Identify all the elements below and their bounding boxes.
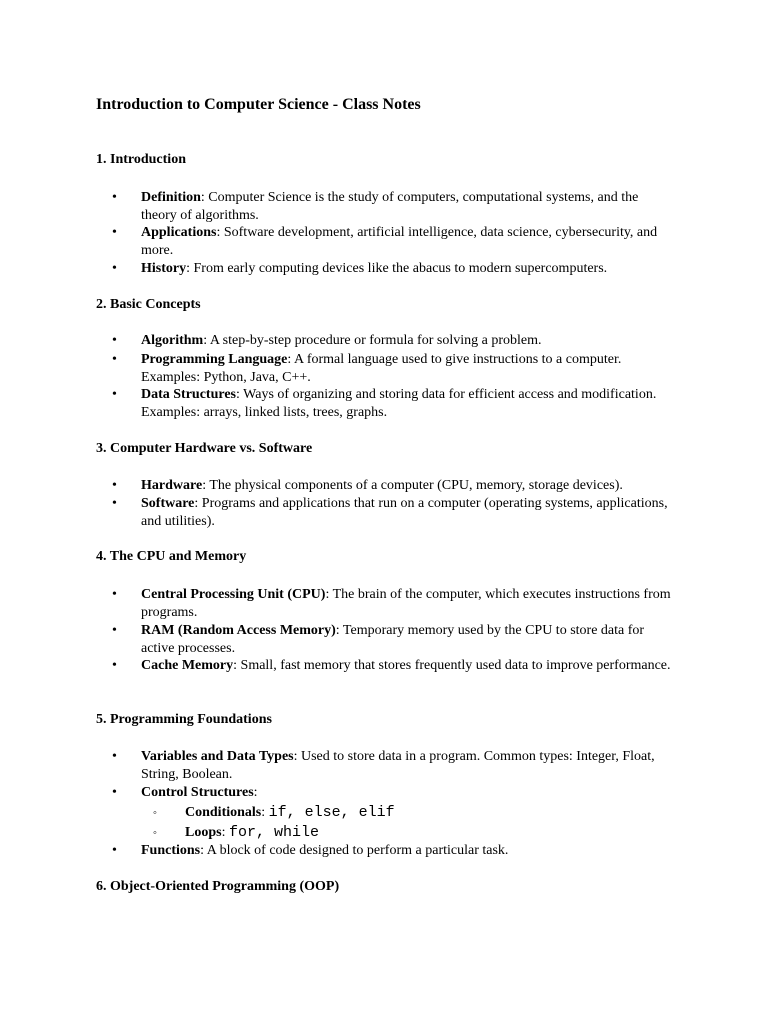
- sub-item-term: Conditionals: [185, 805, 262, 820]
- item-text: : A block of code designed to perform a particular task.: [200, 843, 509, 858]
- item-term: Algorithm: [141, 333, 204, 348]
- item-term: Functions: [141, 843, 201, 858]
- list-item-ram: [112, 622, 676, 658]
- list-item-cpu: [112, 586, 676, 622]
- code-snippet: if, else, elif: [268, 804, 395, 821]
- list-item-definition: [112, 189, 676, 225]
- item-text: : A formal language used to give instructions to a computer. Examples: Python, Java, C++.: [141, 352, 622, 385]
- section-heading-cpu-memory: 4. The CPU and Memory: [96, 549, 247, 564]
- item-term: Variables and Data Types: [141, 749, 294, 764]
- bullet-icon: •: [112, 261, 117, 276]
- item-text: : Temporary memory used by the CPU to store data for active processes.: [141, 623, 645, 656]
- list-item-data-structures: [112, 386, 676, 422]
- item-text: : The physical components of a computer (CPU, memory, storage devices).: [202, 478, 623, 493]
- item-term: Data Structures: [141, 387, 237, 402]
- sub-item-separator: :: [261, 805, 269, 820]
- item-term: Programming Language: [141, 352, 288, 367]
- item-term: Hardware: [141, 478, 203, 493]
- list-item-algorithm: [112, 332, 676, 350]
- item-text: : Software development, artificial intelligence, data science, cybersecurity, and more.: [141, 225, 658, 258]
- list-item-programming-language: [112, 351, 676, 387]
- item-text: : Computer Science is the study of computers, computational systems, and the theory of algorithms.: [141, 190, 639, 223]
- list-item-cache-memory: [112, 657, 676, 675]
- item-text: :: [253, 785, 258, 800]
- section-heading-oop: 6. Object-Oriented Programming (OOP): [96, 879, 340, 894]
- hollow-bullet-icon: ◦: [153, 807, 157, 819]
- item-text: : Programs and applications that run on a computer (operating systems, applications, and utilities).: [141, 496, 668, 529]
- item-text: : A step-by-step procedure or formula for solving a problem.: [203, 333, 542, 348]
- bullet-icon: •: [112, 496, 117, 511]
- bullet-icon: •: [112, 387, 117, 402]
- bullet-icon: •: [112, 587, 117, 602]
- sub-list-item-loops: [153, 823, 675, 843]
- item-text: : Used to store data in a program. Common types: Integer, Float, String, Boolean.: [141, 749, 655, 782]
- list-item-history: [112, 260, 676, 278]
- item-term: History: [141, 261, 187, 276]
- list-item-functions: [112, 842, 676, 860]
- item-term: Control Structures: [141, 785, 254, 800]
- document-title: Introduction to Computer Science - Class Notes: [96, 96, 421, 113]
- sub-item-term: Loops: [185, 825, 222, 840]
- item-term: Definition: [141, 190, 201, 205]
- item-term: Central Processing Unit (CPU): [141, 587, 326, 602]
- bullet-icon: •: [112, 478, 117, 493]
- bullet-icon: •: [112, 333, 117, 348]
- sub-list-item-conditionals: [153, 803, 675, 823]
- section-heading-hardware-software: 3. Computer Hardware vs. Software: [96, 441, 313, 456]
- item-text: : Small, fast memory that stores frequently used data to improve performance.: [233, 658, 671, 673]
- bullet-icon: •: [112, 352, 117, 367]
- sub-item-separator: :: [221, 825, 229, 840]
- list-item-software: [112, 495, 676, 531]
- section-heading-basic-concepts: 2. Basic Concepts: [96, 297, 201, 312]
- bullet-icon: •: [112, 658, 117, 673]
- bullet-icon: •: [112, 749, 117, 764]
- item-text: : The brain of the computer, which executes instructions from programs.: [141, 587, 671, 620]
- item-term: Cache Memory: [141, 658, 234, 673]
- bullet-icon: •: [112, 785, 117, 800]
- code-snippet: for, while: [228, 824, 319, 841]
- hollow-bullet-icon: ◦: [153, 827, 157, 839]
- list-item-control-structures: [112, 784, 676, 802]
- bullet-icon: •: [112, 843, 117, 858]
- list-item-hardware: [112, 477, 676, 495]
- list-item-applications: [112, 224, 676, 260]
- bullet-icon: •: [112, 225, 117, 240]
- item-text: : From early computing devices like the abacus to modern supercomputers.: [186, 261, 608, 276]
- bullet-icon: •: [112, 190, 117, 205]
- item-text: : Ways of organizing and storing data for efficient access and modification. Examples: arrays, linked lists, trees, graphs.: [141, 387, 657, 420]
- section-heading-introduction: 1. Introduction: [96, 152, 186, 167]
- list-item-variables: [112, 748, 676, 784]
- item-term: Applications: [141, 225, 217, 240]
- section-heading-programming-foundations: 5. Programming Foundations: [96, 712, 272, 727]
- bullet-icon: •: [112, 623, 117, 638]
- item-term: Software: [141, 496, 195, 511]
- item-term: RAM (Random Access Memory): [141, 623, 336, 638]
